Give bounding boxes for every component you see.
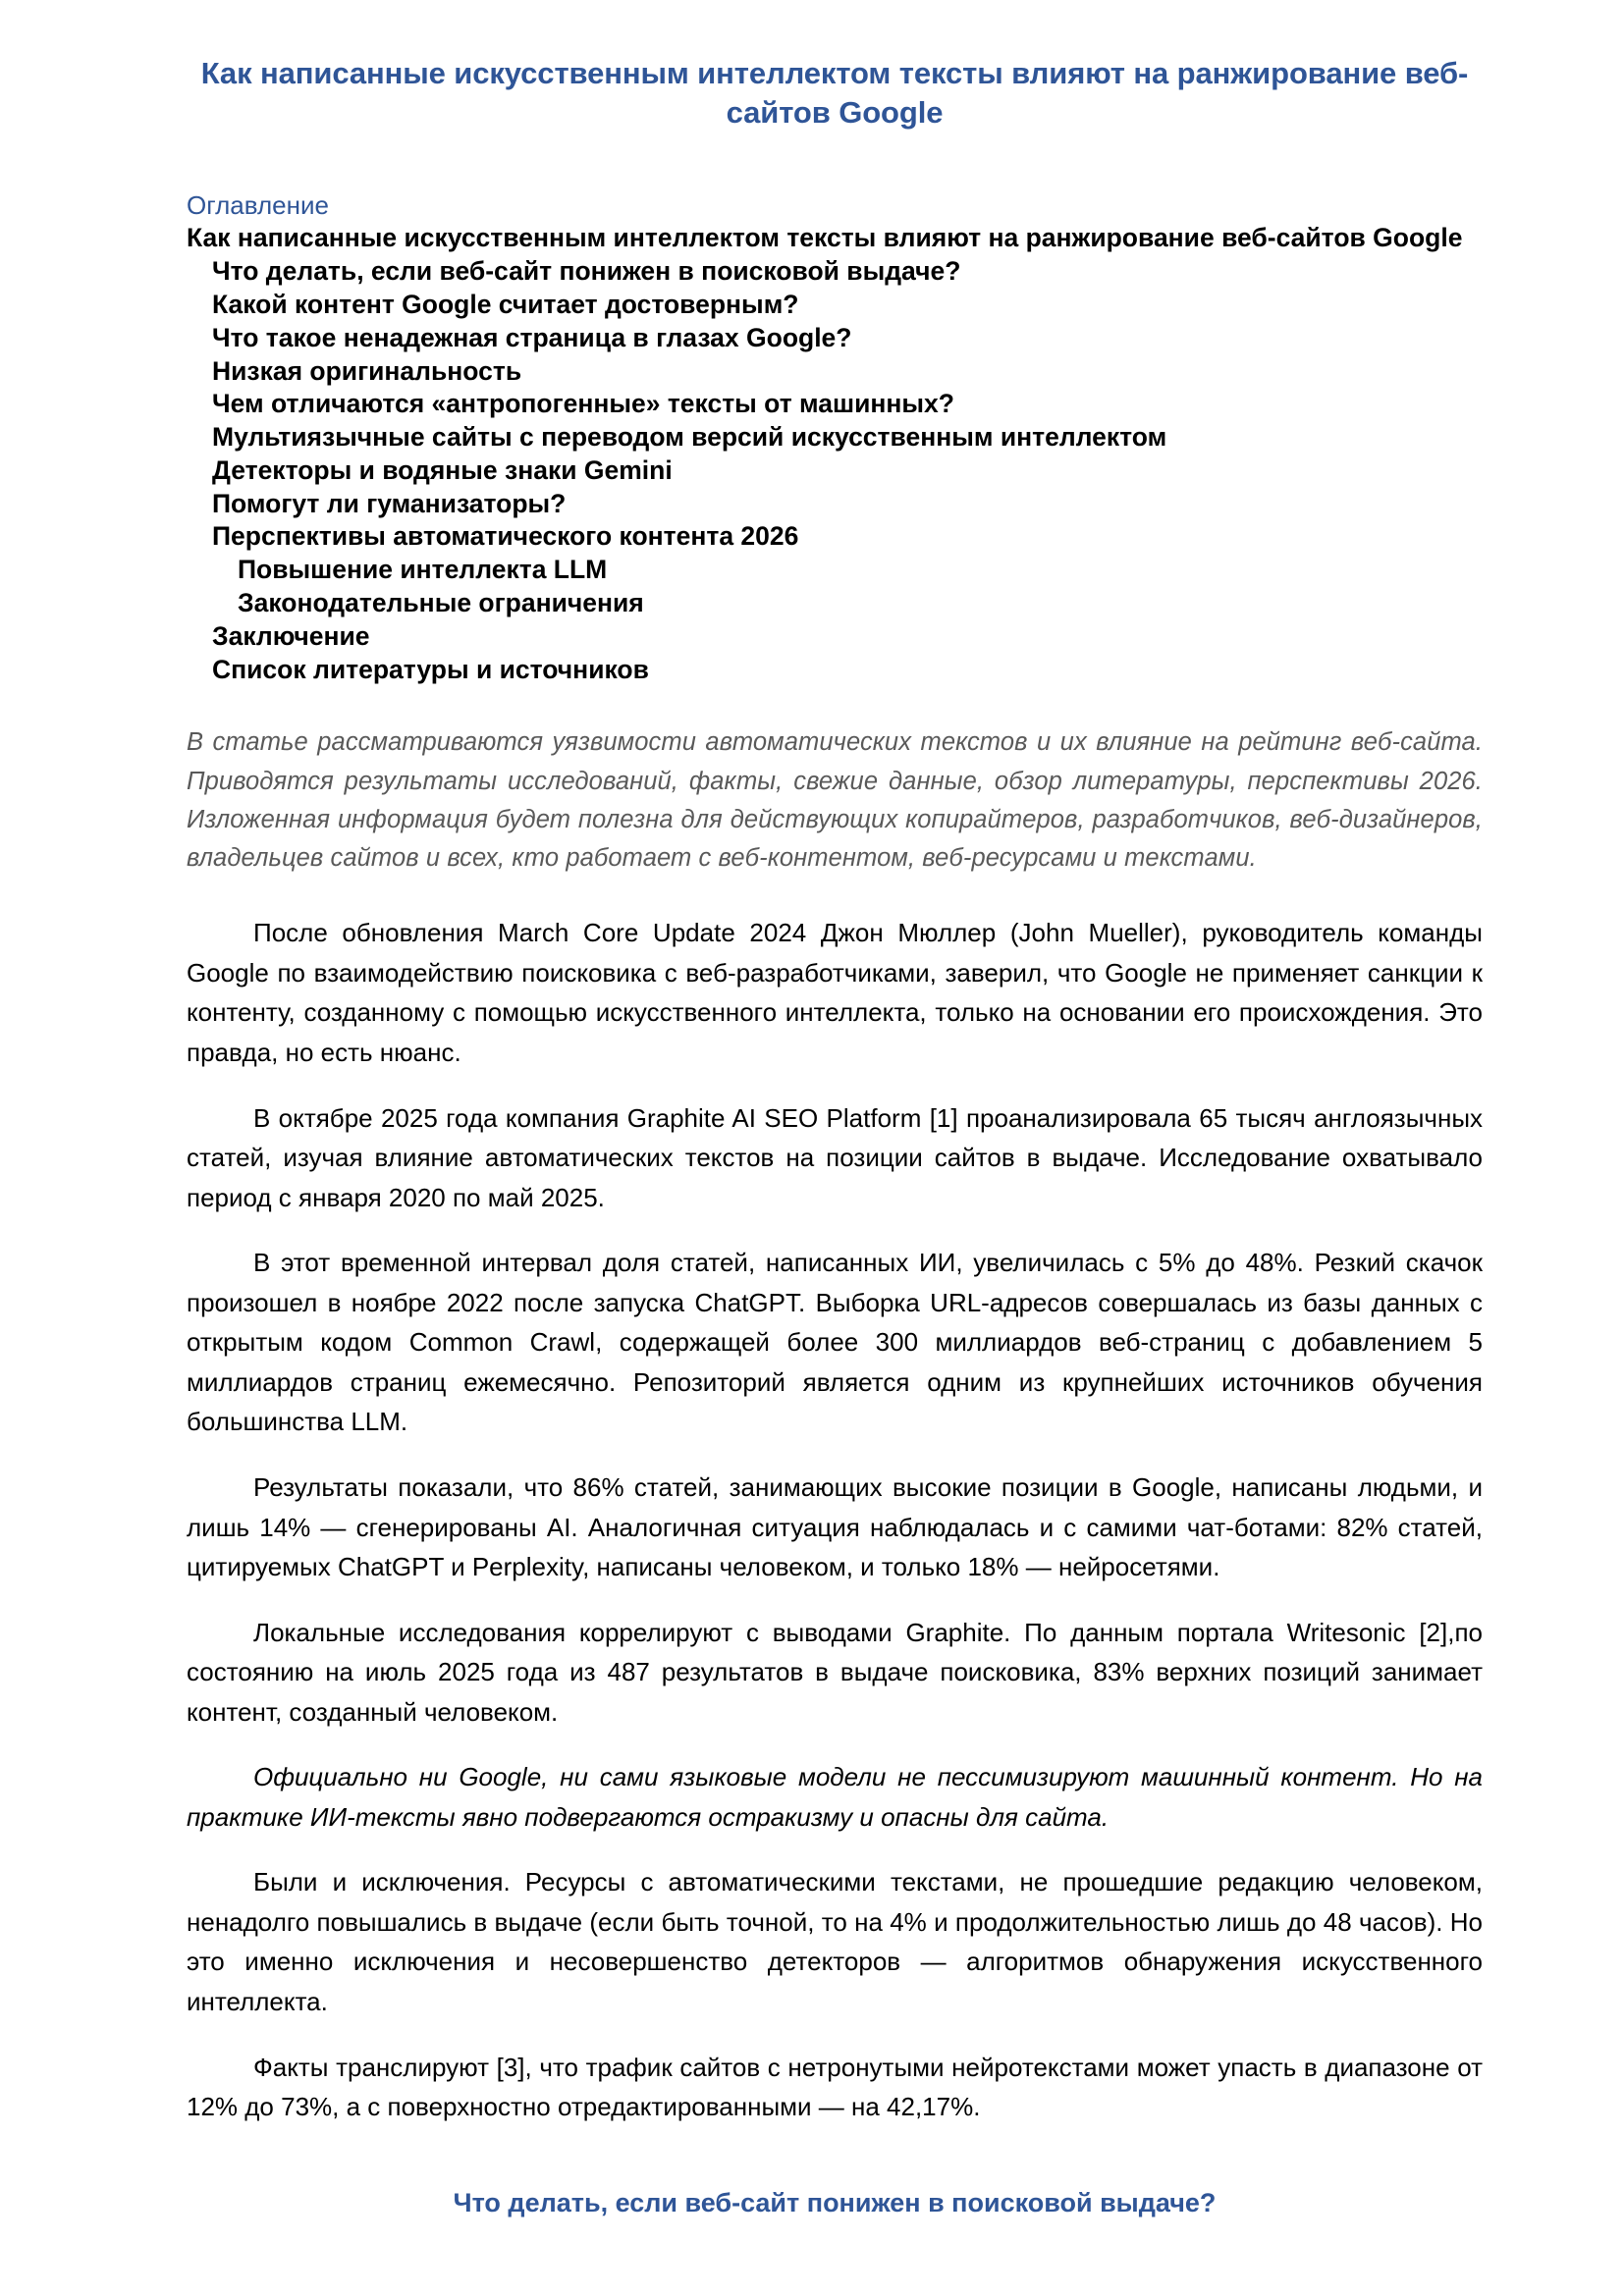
- body-paragraph: Были и исключения. Ресурсы с автоматическими текстами, не прошедшие редакцию человеком, ненадолго повышались в выдаче (если быть точной, то на 4% и продолжительностью лишь до 48 часов). Но это именно исключения и несовершенство детекторов — алгоритмов обнаружения искусственного интеллекта.: [187, 1867, 1483, 2016]
- section-heading: Что делать, если веб-сайт понижен в поисковой выдаче?: [453, 2187, 1217, 2217]
- toc-item[interactable]: Какой контент Google считает достоверным?: [212, 289, 799, 319]
- body-paragraph: Факты транслируют [3], что трафик сайтов с нетронутыми нейротекстами может упасть в диапазоне от 12% до 73%, а с поверхностно отредактированными — на 42,17%.: [187, 2052, 1483, 2122]
- toc-item[interactable]: Что делать, если веб-сайт понижен в поисковой выдаче?: [212, 256, 961, 287]
- body-paragraph: Локальные исследования коррелируют с выводами Graphite. По данным портала Writesonic [2],по состоянию на июль 2025 года из 487 результатов в выдаче поисковика, 83% верхних позиций занимает контент, созданный человеком.: [187, 1617, 1483, 1727]
- page-title: Как написанные искусственным интеллектом тексты влияют на ранжирование веб-сайтов Google: [200, 56, 1469, 131]
- toc-item[interactable]: Что такое ненадежная страница в глазах Google?: [212, 322, 852, 352]
- toc-item[interactable]: Мультиязычные сайты с переводом версий искусственным интеллектом: [212, 422, 1167, 453]
- toc-item[interactable]: Заключение: [212, 620, 370, 651]
- toc-item[interactable]: Законодательные ограничения: [238, 587, 644, 617]
- toc-item[interactable]: Список литературы и источников: [212, 654, 649, 684]
- toc-item[interactable]: Чем отличаются «антропогенные» тексты от машинных?: [212, 389, 954, 419]
- body-paragraph: Результаты показали, что 86% статей, занимающих высокие позиции в Google, написаны людьми, и лишь 14% — сгенерированы AI. Аналогичная ситуация наблюдалась и с самими чат-ботами: 82% статей, цитируемых ChatGPT и Perplexity, написаны человеком, и только 18% — нейросетями.: [187, 1471, 1483, 1582]
- body-paragraph: Официально ни Google, ни сами языковые модели не пессимизируют машинный контент. Но на практике ИИ-тексты явно подвергаются остракизму и опасны для сайта.: [187, 1762, 1483, 1832]
- toc-item[interactable]: Низкая оригинальность: [212, 355, 522, 386]
- abstract-paragraph: В статье рассматриваются уязвимости автоматических текстов и их влияние на рейтинг веб-сайта. Приводятся результаты исследований, факты, свежие данные, обзор литературы, перспективы 2026. Изложенная информация будет полезна для действующих копирайтеров, разработчиков, веб-дизайнеров, владельцев сайтов и всех, кто работает с веб-контентом, веб-ресурсами и текстами.: [187, 728, 1483, 873]
- toc-item[interactable]: Детекторы и водяные знаки Gemini: [212, 454, 673, 485]
- body-text: [187, 878, 1483, 2152]
- toc-item[interactable]: Перспективы автоматического контента 2026: [212, 521, 799, 552]
- toc-item[interactable]: Повышение интеллекта LLM: [238, 555, 608, 585]
- document-content: [187, 0, 1483, 2220]
- toc-heading: Оглавление: [187, 189, 329, 220]
- toc-list: [187, 222, 1483, 686]
- toc-item[interactable]: Помогут ли гуманизаторы?: [212, 488, 567, 518]
- toc-item[interactable]: Как написанные искусственным интеллектом тексты влияют на ранжирование веб-сайтов Google: [187, 223, 1463, 253]
- body-paragraph: После обновления March Core Update 2024 Джон Мюллер (John Mueller), руководитель команды Google по взаимодействию поисковика с веб-разработчиками, заверил, что Google не применяет санкции к контенту, созданному с помощью искусственного интеллекта, только на основании его происхождения. Это правда, но есть нюанс.: [187, 918, 1483, 1068]
- body-paragraph: В октябре 2025 года компания Graphite AI SEO Platform [1] проанализировала 65 тысяч англоязычных статей, изучая влияние автоматических текстов на позиции сайтов в выдаче. Исследование охватывало период с января 2020 по май 2025.: [187, 1102, 1483, 1212]
- body-paragraph: В этот временной интервал доля статей, написанных ИИ, увеличилась с 5% до 48%. Резкий скачок произошел в ноябре 2022 после запуска ChatGPT. Выборка URL-адресов совершалась из базы данных с открытым кодом Common Crawl, содержащей более 300 миллиардов веб-страниц с добавлением 5 миллиардов страниц ежемесячно. Репозиторий является одним из крупнейших источников обучения большинства LLM.: [187, 1248, 1483, 1437]
- table-of-contents: [187, 133, 1483, 687]
